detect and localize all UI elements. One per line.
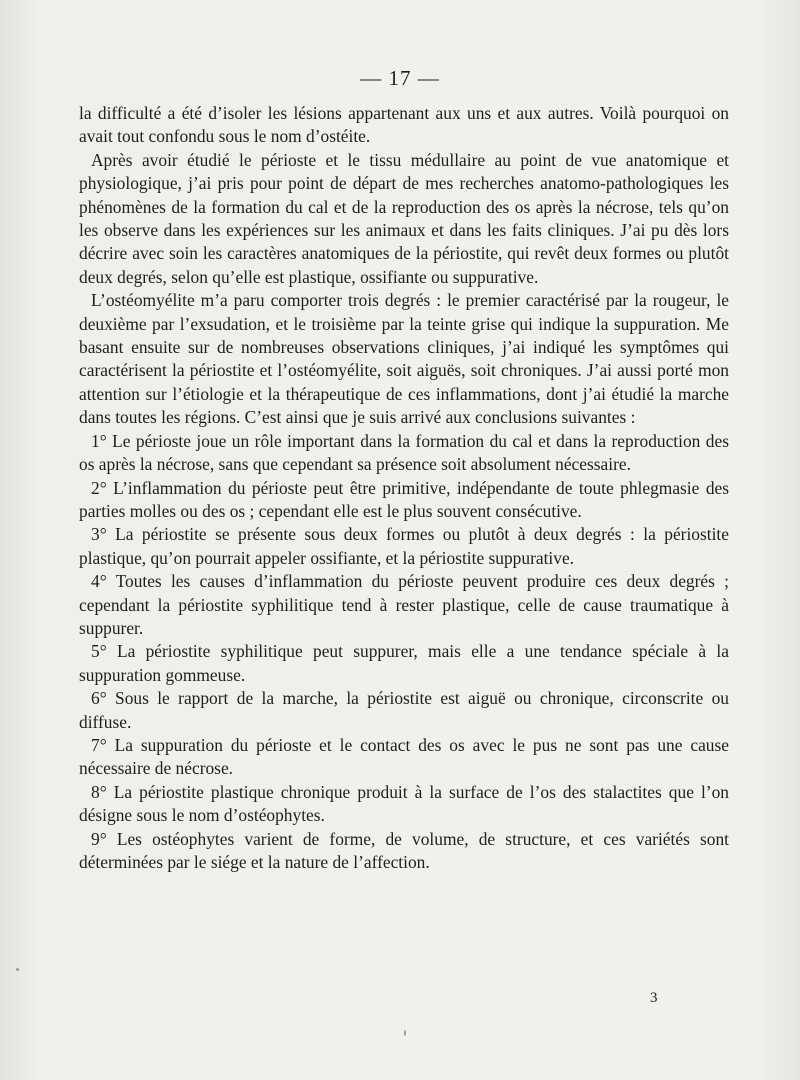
conclusion-5: 5° La périostite syphilitique peut suppurer, mais elle a une tendance spéciale à la suppuration gommeuse. — [79, 641, 729, 685]
conclusion-1: 1° Le périoste joue un rôle important dans la formation du cal et dans la reproduction des os après la nécrose, sans que cependant sa présence soit absolument nécessaire. — [79, 430, 729, 475]
signature-mark: 3 — [650, 990, 658, 1006]
conclusion-3: 3° La périostite se présente sous deux formes ou plutôt à deux degrés : la périostite plastique, qu’on pourrait appeler ossifiante, et la périostite suppurative. — [79, 524, 729, 568]
paper-speck — [404, 1030, 406, 1036]
conclusion-7: 7° La suppuration du périoste et le contact des os avec le pus ne sont pas une cause nécessaire de nécrose. — [79, 734, 729, 779]
conclusion-8: 8° La périostite plastique chronique produit à la surface de l’os des stalactites que l’on désigne sous le nom d’ostéophytes. — [79, 781, 729, 826]
paper-speck — [16, 968, 19, 971]
paragraph-research: Après avoir étudié le périoste et le tissu médullaire au point de vue anatomique et physiologique, j’ai pris pour point de départ de mes recherches anatomo-pathologiques les phénomènes de la formation du cal et de la reproduction des os après la nécrose, tels qu’on les observe dans les expériences sur les animaux et dans les faits cliniques. J’ai pu dès lors décrire avec soin les caractères anatomiques de la périostite, qui revêt deux formes ou plutôt deux degrés, selon qu’elle est plastique, ossifiante ou suppurative. — [79, 149, 729, 287]
conclusion-6: 6° Sous le rapport de la marche, la périostite est aiguë ou chronique, circonscrite ou diffuse. — [79, 688, 729, 732]
paragraph-intro: la difficulté a été d’isoler les lésions appartenant aux uns et aux autres. Voilà pourquoi on avait tout confondu sous le nom d’ostéite. — [79, 103, 729, 147]
paragraph-osteomyelitis: L’ostéomyélite m’a paru comporter trois degrés : le premier caractérisé par la rougeur, le deuxième par l’exsudation, et le troisième par la teinte grise qui indique la suppuration. Me basant ensuite sur de nombreuses observations cliniques, j’ai indiqué les symptômes qui caractérisent la périostite et l’ostéomyélite, soit aiguës, soit chroniques. J’ai aussi porté mon attention sur l’étiologie et la thérapeutique de ces inflammations, dont j’ai étudié la marche dans toutes les régions. C’est ainsi que je suis arrivé aux conclusions suivantes : — [79, 290, 729, 428]
page-number: — 17 — — [360, 66, 440, 90]
conclusion-4: 4° Toutes les causes d’inflammation du périoste peuvent produire ces deux degrés ; cependant la périostite syphilitique tend à rester plastique, celle de cause traumatique à suppurer. — [79, 571, 729, 638]
body-text — [79, 102, 729, 874]
conclusion-9: 9° Les ostéophytes varient de forme, de volume, de structure, et ces variétés sont déterminées par le siége et la nature de l’affection. — [79, 828, 729, 872]
conclusion-2: 2° L’inflammation du périoste peut être primitive, indépendante de toute phlegmasie des parties molles ou des os ; cependant elle est le plus souvent consécutive. — [79, 477, 729, 521]
